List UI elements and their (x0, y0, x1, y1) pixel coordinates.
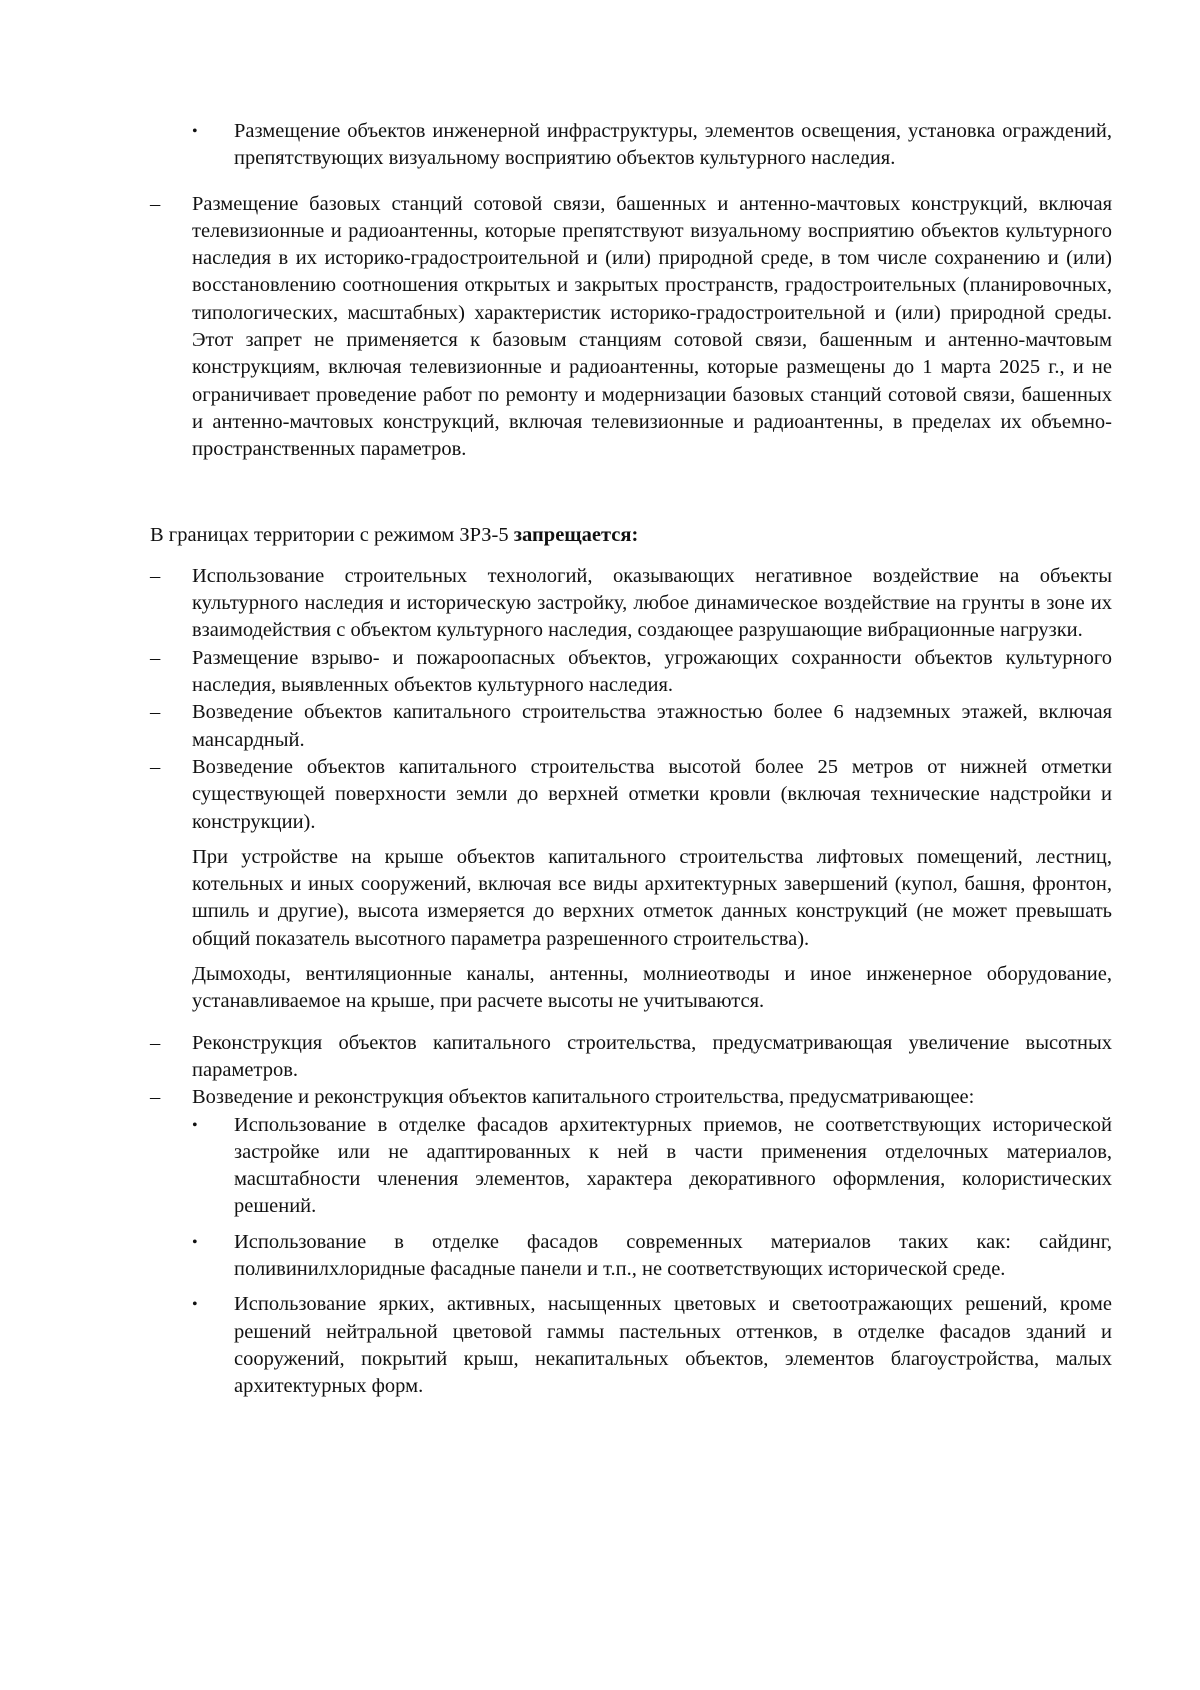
bullet-marker: • (192, 1116, 198, 1134)
dash-text: Реконструкция объектов капитального строительства, предусматривающая увеличение высотных параметров. (192, 1031, 1112, 1081)
heading-bold: запрещается: (513, 523, 639, 546)
bullet-item-facade-materials (150, 1229, 1112, 1284)
note-roof-equipment: Дымоходы, вентиляционные каналы, антенны, молниеотводы и иное инженерное оборудование, устанавливаемое на крыше, при расчете высоты не учитываются. (192, 963, 1112, 1013)
dash-marker: – (150, 1086, 161, 1109)
dash-marker: – (150, 646, 161, 669)
dash-item-reconstruction (150, 1030, 1112, 1085)
heading-text: В границах территории с режимом ЗРЗ-5 (150, 523, 514, 546)
dash-marker: – (150, 1031, 161, 1054)
section-heading-zrz5 (150, 522, 1112, 549)
dash-item-technologies (150, 563, 1112, 645)
dash-text: Возведение объектов капитального строительства этажностью более 6 надземных этажей, включая мансардный. (192, 701, 1112, 751)
dash-text: Использование строительных технологий, оказывающих негативное воздействие на объекты культурного наследия и историческую застройку, любое динамическое воздействие на грунты в зоне их взаимодействия с объектом культурного наследия, создающее разрушающие вибрационные нагрузки. (192, 564, 1112, 642)
note-roof-structures: При устройстве на крыше объектов капитального строительства лифтовых помещений, лестниц, котельных и иных сооружений, включая все виды архитектурных завершений (купол, башня, фронтон, шпиль и другие), высота измеряется до верхних отметок данных конструкций (не может превышать общий показатель высотного параметра разрешенного строительства). (192, 845, 1112, 950)
bullet-text: Использование в отделке фасадов архитектурных приемов, не соответствующих исторической застройке или не адаптированных к ней в части применения отделочных материалов, масштабности членения элементов, характера декоративного оформления, колористических решений. (234, 1113, 1112, 1218)
dash-marker: – (150, 755, 161, 778)
bullet-item-infrastructure (150, 118, 1112, 173)
bullet-item-facade-techniques (150, 1112, 1112, 1221)
dash-text: Размещение базовых станций сотовой связи, башенных и антенно-мачтовых конструкций, включая телевизионные и радиоантенны, которые препятствуют визуальному восприятию объектов культурного наследия в их историко-градостроительной и (или) природной среде, в том числе сохранению и (или) восстановлению соотношения открытых и закрытых пространств, градостроительных (планировочных, типологических, масштабных) характеристик историко-градостроительной и (или) природной среды. Этот запрет не применяется к базовым станциям сотовой связи, башенным и антенно-мачтовым конструкциям, включая телевизионные и радиоантенны, которые размещены до 1 марта 2025 г., и не ограничивает проведение работ по ремонту и модернизации базовых станций сотовой связи, башенных и антенно-мачтовых конструкций, включая телевизионные и радиоантенны, в пределах их объемно-пространственных параметров. (192, 192, 1112, 461)
bullet-marker: • (192, 123, 198, 140)
dash-marker: – (150, 701, 161, 724)
dash-item-construction-provisions (150, 1084, 1112, 1111)
bullet-marker: • (192, 1233, 198, 1251)
bullet-item-color-solutions (150, 1291, 1112, 1400)
bullet-text: Использование ярких, активных, насыщенных цветовых и светоотражающих решений, кроме решений нейтральной цветовой гаммы пастельных оттенков, в отделке фасадов зданий и сооружений, покрытий крыш, некапитальных объектов, элементов благоустройства, малых архитектурных форм. (234, 1293, 1112, 1398)
dash-text: Возведение объектов капитального строительства высотой более 25 метров от нижней отметки существующей поверхности земли до верхней отметки кровли (включая технические надстройки и конструкции). (192, 755, 1112, 833)
bullet-text: Использование в отделке фасадов современных материалов таких как: сайдинг, поливинилхлоридные фасадные панели и т.п., не соответствующих исторической среде. (234, 1230, 1112, 1280)
bullet-marker: • (192, 1296, 198, 1314)
document-body (150, 118, 1112, 1400)
dash-item-floors (150, 699, 1112, 754)
dash-text: Размещение взрыво- и пожароопасных объектов, угрожающих сохранности объектов культурного наследия, выявленных объектов культурного наследия. (192, 646, 1112, 697)
dash-item-height (150, 754, 1112, 836)
dash-text: Возведение и реконструкция объектов капитального строительства, предусматривающее: (192, 1086, 975, 1109)
dash-marker: – (150, 192, 161, 215)
dash-marker: – (150, 564, 161, 587)
dash-item-cell-towers (150, 191, 1112, 464)
bullet-text: Размещение объектов инженерной инфраструктуры, элементов освещения, установка ограждений, препятствующих визуальному восприятию объектов культурного наследия. (234, 120, 1112, 170)
dash-item-explosive (150, 645, 1112, 700)
